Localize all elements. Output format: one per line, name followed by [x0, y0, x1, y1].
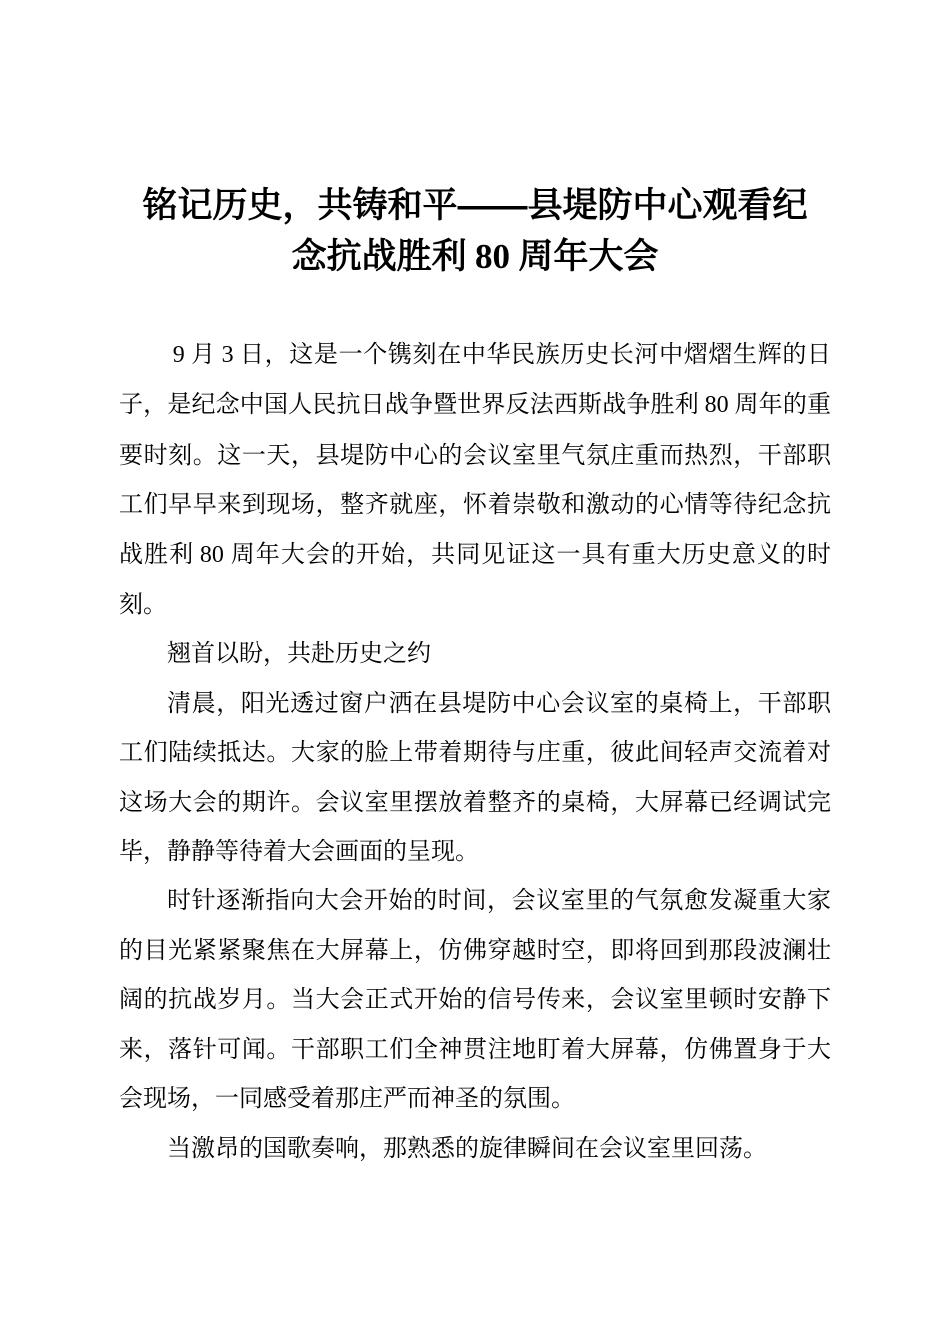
- paragraph-morning-arrival: 清晨，阳光透过窗户洒在县堤防中心会议室的桌椅上，干部职工们陆续抵达。大家的脸上带着期待与庄重，彼此间轻声交流着对这场大会的期许。会议室里摆放着整齐的桌椅，大屏幕已经调试完毕，静静等待着大会画面的呈现。: [119, 689, 831, 866]
- section-heading-anticipation: 翘首以盼，共赴历史之约: [167, 640, 431, 668]
- paragraph-national-anthem: 当激昂的国歌奏响，那熟悉的旋律瞬间在会议室里回荡。: [167, 1134, 767, 1162]
- document-title: 铭记历史，共铸和平——县堤防中心观看纪念抗战胜利 80 周年大会: [142, 186, 808, 276]
- paragraph-intro: 9 月 3 日，这是一个镌刻在中华民族历史长河中熠熠生辉的日子，是纪念中国人民抗日战争暨世界反法西斯战争胜利 80 周年的重要时刻。这一天，县堤防中心的会议室里气氛庄重而热烈，干部职工们早早来到现场，整齐就座，怀着崇敬和激动的心情等待纪念抗战胜利 80 周年大会的开始，共同见证这一具有重大历史意义的时刻。: [119, 341, 832, 619]
- document-body: [119, 330, 831, 1173]
- paragraph-meeting-start: 时针逐渐指向大会开始的时间，会议室里的气氛愈发凝重大家的目光紧紧聚焦在大屏幕上，仿佛穿越时空，即将回到那段波澜壮阔的抗战岁月。当大会正式开始的信号传来，会议室里顿时安静下来，落针可闻。干部职工们全神贯注地盯着大屏幕，仿佛置身于大会现场，一同感受着那庄严而神圣的氛围。: [119, 887, 831, 1113]
